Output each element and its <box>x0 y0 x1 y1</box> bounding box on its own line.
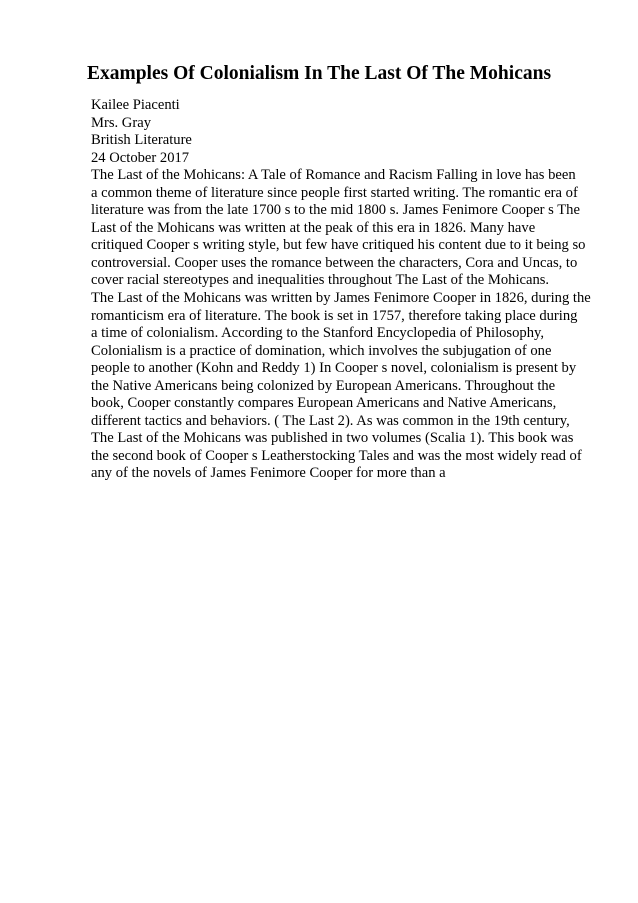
paragraph-2-line: The Last of the Mohicans was published in two volumes (Scalia 1). This book was <box>91 430 574 447</box>
paragraph-2-line: people to another (Kohn and Reddy 1) In Cooper s novel, colonialism is present by <box>91 360 577 377</box>
paragraph-2-line: the second book of Cooper s Leatherstocking Tales and was the most widely read of <box>91 447 582 464</box>
paragraph-2-line: a time of colonialism. According to the Stanford Encyclopedia of Philosophy, <box>91 325 544 342</box>
paragraph-2-line: romanticism era of literature. The book is set in 1757, therefore taking place during <box>91 307 578 324</box>
author-name: Kailee Piacenti <box>91 97 180 113</box>
paragraph-1-line: The Last of the Mohicans: A Tale of Romance and Racism Falling in love has been <box>91 167 576 184</box>
paragraph-2-line: The Last of the Mohicans was written by James Fenimore Cooper in 1826, during the <box>91 290 591 307</box>
document-date: 24 October 2017 <box>91 149 190 166</box>
paragraph-1-line: Last of the Mohicans was written at the peak of this era in 1826. Many have <box>91 219 536 236</box>
paragraph-2-line: book, Cooper constantly compares European Americans and Native Americans, <box>91 395 557 412</box>
paragraph-1-line: literature was from the late 1700 s to the mid 1800 s. James Fenimore Cooper s The <box>91 202 580 219</box>
page-title: Examples Of Colonialism In The Last Of The Mohicans <box>86 63 552 84</box>
paragraph-2-line: the Native Americans being colonized by European Americans. Throughout the <box>91 377 556 394</box>
paragraph-2-line: different tactics and behaviors. ( The Last 2). As was common in the 19th century, <box>91 412 570 429</box>
paragraph-2-line: Colonialism is a practice of domination, which involves the subjugation of one <box>91 342 552 359</box>
course-name: British Literature <box>91 132 192 149</box>
paragraph-1-line: controversial. Cooper uses the romance between the characters, Cora and Uncas, to <box>91 254 578 271</box>
teacher-name: Mrs. Gray <box>91 114 151 131</box>
paragraph-2-line: any of the novels of James Fenimore Cooper for more than a <box>91 465 446 482</box>
paragraph-1-line: cover racial stereotypes and inequalities throughout The Last of the Mohicans. <box>91 272 550 289</box>
paragraph-1-line: critiqued Cooper s writing style, but few have critiqued his content due to it being so <box>91 237 586 254</box>
document-body <box>91 97 591 483</box>
paragraph-1-line: a common theme of literature since people first started writing. The romantic era of <box>91 184 578 201</box>
